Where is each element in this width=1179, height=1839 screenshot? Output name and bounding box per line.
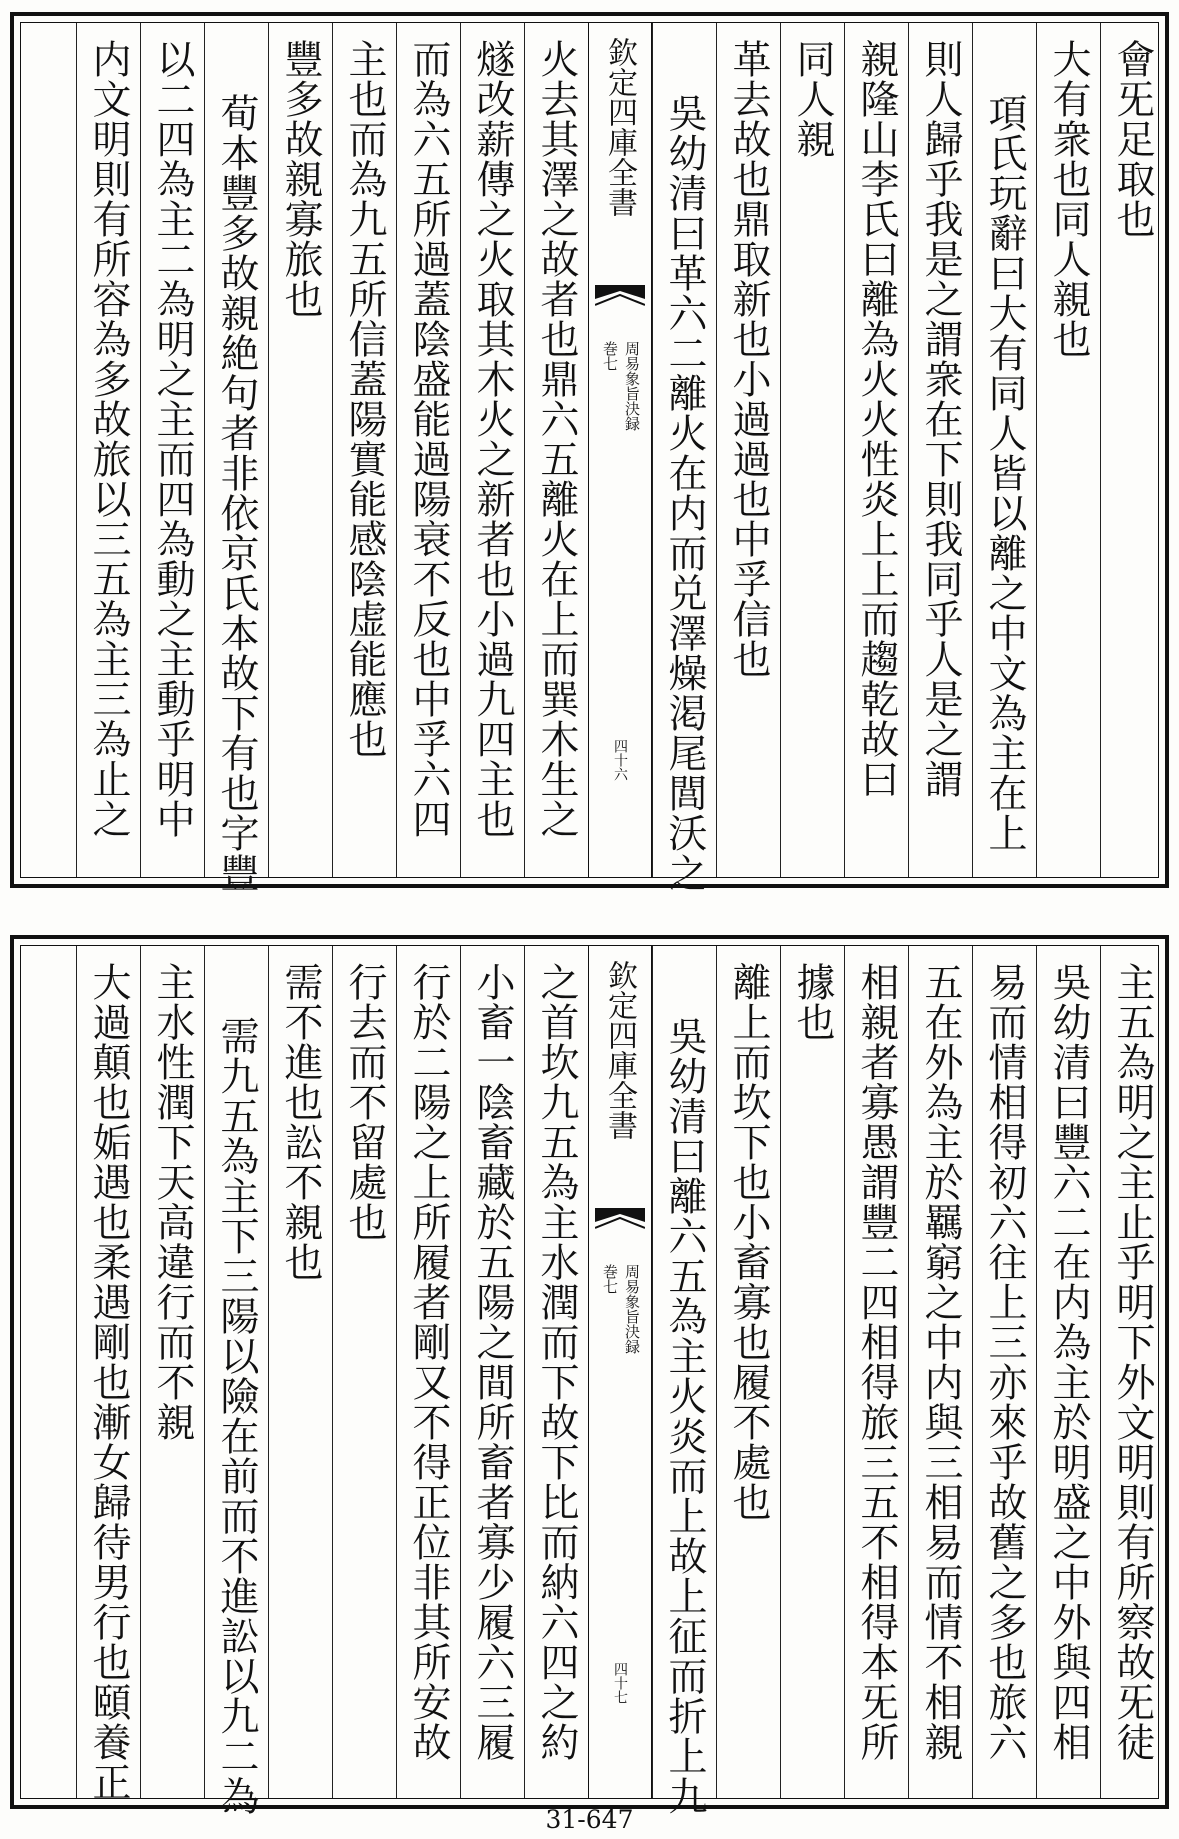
text-column: 内文明則有所容為多故旅以三五為主三為止之 <box>76 23 140 877</box>
text-column: 革去故也鼎取新也小過過也中孚信也 <box>716 23 780 877</box>
text-column: 五在外為主於羈窮之中内與三相易而情不相親 <box>908 946 972 1798</box>
text-column: 大有衆也同人親也 <box>1036 23 1100 877</box>
text-column: 行於二陽之上所履者剛又不得正位非其所安故 <box>396 946 460 1798</box>
fish-tail-mark-icon <box>595 285 645 325</box>
text-column: 火去其澤之故者也鼎六五離火在上而巽木生之 <box>524 23 588 877</box>
text-column: 之首坎九五為主水潤而下故下比而納六四之約 <box>524 946 588 1798</box>
lower-page <box>10 935 1169 1816</box>
text-column: 需不進也訟不親也 <box>268 946 332 1798</box>
upper-page-frame <box>20 22 1159 893</box>
volume-label: 巻七 <box>601 341 619 371</box>
text-column: 大過顛也姤遇也柔遇剛也漸女歸待男行也頤養正 <box>76 946 140 1798</box>
center-margin <box>588 946 652 1798</box>
text-column: 豐多故親寡旅也 <box>268 23 332 877</box>
book-title: 周易象旨決録 <box>623 341 641 431</box>
book-title: 周易象旨決録 <box>623 1264 641 1354</box>
text-column: 親隆山李氏曰離為火火性炎上上而趨乾故曰 <box>844 23 908 877</box>
page-number: 31-647 <box>545 1805 634 1834</box>
leaf-number: 四十七 <box>612 1662 628 1704</box>
text-column: 易而情相得初六往上三亦來乎故舊之多也旅六 <box>972 946 1036 1798</box>
text-column: 主也而為九五所信蓋陽實能感陰虚能應也 <box>332 23 396 877</box>
text-column: 小畜一陰畜藏於五陽之間所畜者寡少履六三履 <box>460 946 524 1798</box>
volume-label: 巻七 <box>601 1264 619 1294</box>
text-column: 吳幼清曰豐六二在内為主於明盛之中外與四相 <box>1036 946 1100 1798</box>
text-column: 以二四為主二為明之主而四為動之主動乎明中 <box>140 23 204 877</box>
text-column: 相親者寡愚謂豐二四相得旅三五不相得本旡所 <box>844 946 908 1798</box>
text-column: 會旡足取也 <box>1100 23 1164 877</box>
center-margin <box>588 23 652 877</box>
leaf-number: 四十六 <box>612 739 628 781</box>
text-column: 需九五為主下三陽以險在前而不進訟以九二為 <box>204 946 268 1798</box>
text-column: 行去而不留處也 <box>332 946 396 1798</box>
text-column: 主水性潤下天高違行而不親 <box>140 946 204 1798</box>
series-title: 欽定四庫全書 <box>602 37 637 217</box>
lower-page-frame <box>20 945 1159 1816</box>
text-column: 離上而坎下也小畜寡也履不處也 <box>716 946 780 1798</box>
fish-tail-mark-icon <box>595 1208 645 1248</box>
text-column: 燧改薪傳之火取其木火之新者也小過九四主也 <box>460 23 524 877</box>
text-column: 同人親 <box>780 23 844 877</box>
text-column: 據也 <box>780 946 844 1798</box>
text-column: 吳幼清曰離六五為主火炎而上故上征而折上九 <box>652 946 716 1798</box>
text-column: 而為六五所過蓋陰盛能過陽衰不反也中孚六四 <box>396 23 460 877</box>
text-column: 荀本豐多故親絶句者非依京氏本故下有也字豐 <box>204 23 268 877</box>
series-title: 欽定四庫全書 <box>602 960 637 1140</box>
text-column: 吳幼清曰革六二離火在内而兑澤燥渇尾閭沃之 <box>652 23 716 877</box>
upper-page <box>10 12 1169 893</box>
text-column: 主五為明之主止乎明下外文明則有所察故旡徒 <box>1100 946 1164 1798</box>
text-column: 項氏玩辭曰大有同人皆以離之中文為主在上 <box>972 23 1036 877</box>
text-column: 則人歸乎我是之謂衆在下則我同乎人是之謂 <box>908 23 972 877</box>
